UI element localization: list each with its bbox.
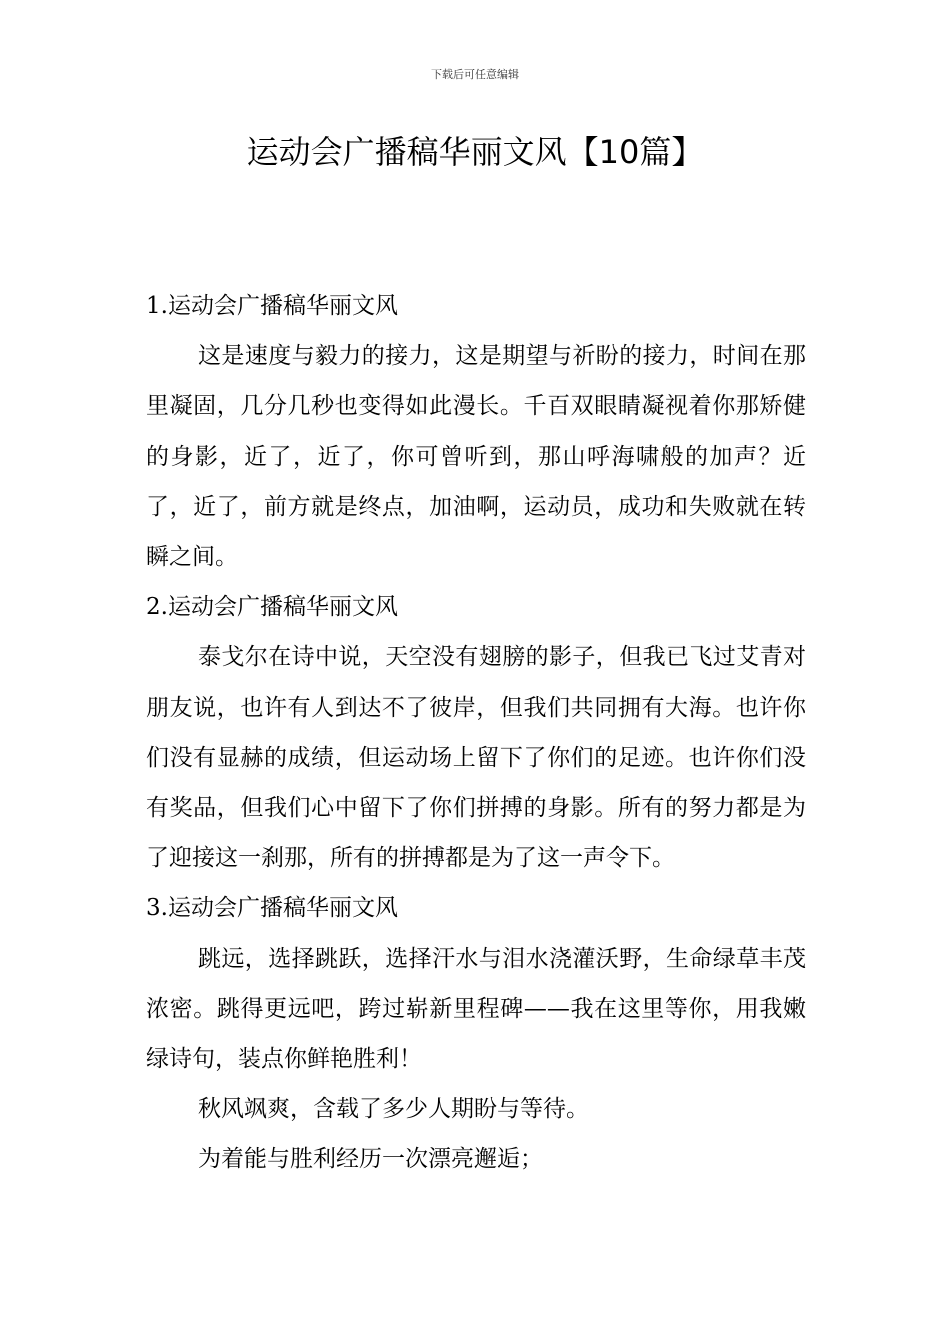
- section-paragraph: 这是速度与毅力的接力，这是期望与祈盼的接力，时间在那里凝固，几分几秒也变得如此漫长。千百双眼睛凝视着你那矫健的身影，近了，近了，你可曾听到，那山呼海啸般的加声？近了，近了，前方就是终点，加油啊，运动员，成功和失败就在转瞬之间。: [146, 343, 806, 571]
- section-2: [146, 582, 806, 883]
- section-heading: 1.运动会广播稿华丽文风: [146, 293, 398, 319]
- section-heading: 2.运动会广播稿华丽文风: [146, 594, 398, 621]
- section-paragraph: 为着能与胜利经历一次漂亮邂逅；: [198, 1146, 543, 1173]
- section-heading: 3.运动会广播稿华丽文风: [146, 895, 398, 922]
- section-3: [146, 883, 806, 1184]
- document-title: 运动会广播稿华丽文风【10篇】: [246, 133, 704, 171]
- section-paragraph: 跳远，选择跳跃，选择汗水与泪水浇灌沃野，生命绿草丰茂浓密。跳得更远吧，跨过崭新里程碑——我在这里等你，用我嫩绿诗句，装点你鲜艳胜利！: [146, 945, 806, 1073]
- document-body: [146, 281, 806, 1185]
- section-paragraph: 秋风飒爽，含载了多少人期盼与等待。: [198, 1096, 589, 1123]
- header-note: 下载后可任意编辑: [431, 68, 519, 81]
- section-1: [146, 281, 806, 582]
- section-paragraph: 泰戈尔在诗中说，天空没有翅膀的影子，但我已飞过艾青对朋友说，也许有人到达不了彼岸，但我们共同拥有大海。也许你们没有显赫的成绩，但运动场上留下了你们的足迹。也许你们没有奖品，但我们心中留下了你们拼搏的身影。所有的努力都是为了迎接这一刹那，所有的拼搏都是为了这一声令下。: [146, 644, 806, 872]
